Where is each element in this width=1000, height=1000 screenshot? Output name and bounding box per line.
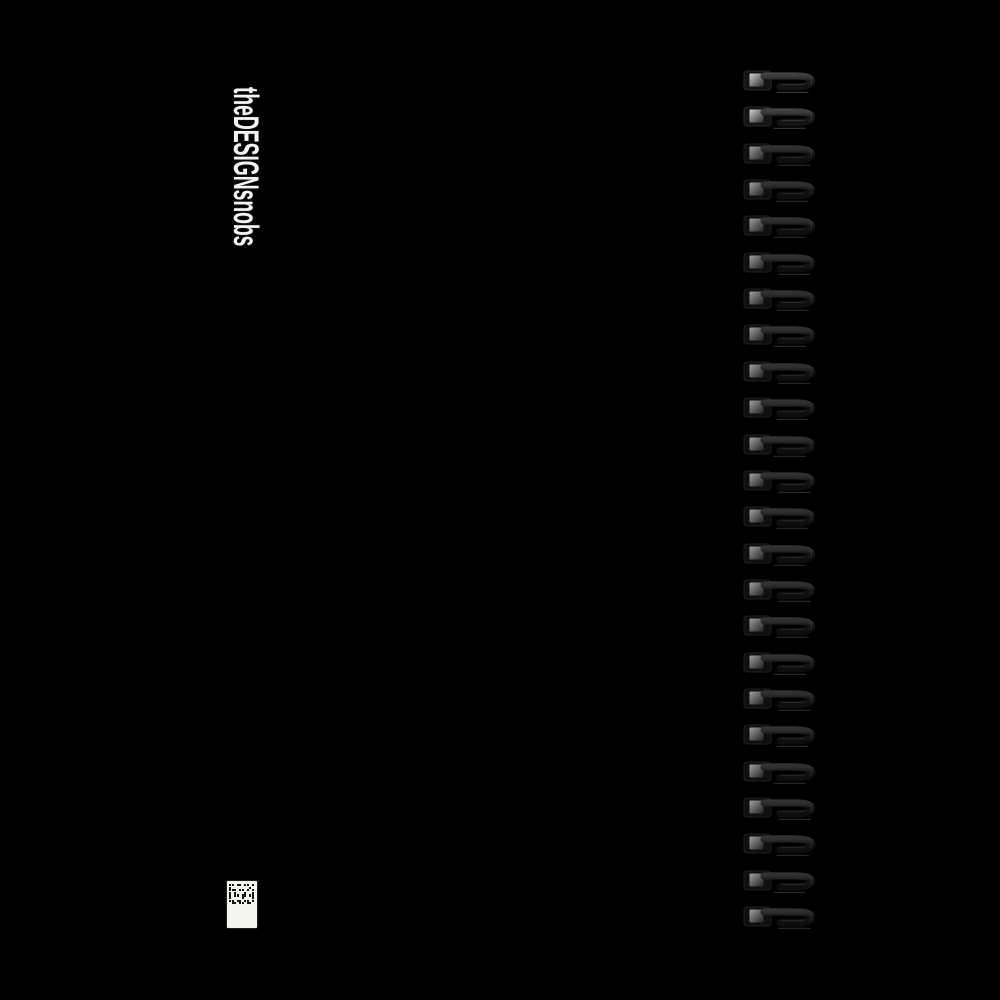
- binding-coil-icon: [742, 755, 822, 795]
- code-cell: [232, 884, 234, 886]
- code-sticker: [227, 881, 257, 928]
- binding-coil-icon: [742, 646, 822, 686]
- binding-coil-icon: [742, 827, 822, 867]
- binding-coil-icon: [742, 282, 822, 322]
- binding-coil-icon: [742, 791, 822, 831]
- binding-coil-icon: [742, 318, 822, 358]
- code-cell: [252, 900, 254, 902]
- binding-coil-icon: [742, 246, 822, 286]
- binding-coil-icon: [742, 64, 822, 104]
- binding-coil-icon: [742, 537, 822, 577]
- binding-coil-icon: [742, 500, 822, 540]
- brand-spine-text: [226, 87, 265, 247]
- binding-coil-icon: [742, 682, 822, 722]
- brand-spine-label: theDESIGNsnobs: [226, 87, 265, 247]
- binding-coil-icon: [742, 100, 822, 140]
- binding-coil-icon: [742, 609, 822, 649]
- binding-coil-icon: [742, 209, 822, 249]
- code-cell: [234, 902, 236, 904]
- spiral-binding: [742, 0, 824, 1000]
- code-cell: [237, 894, 239, 896]
- code-cell: [252, 884, 254, 886]
- code-cell: [247, 889, 249, 891]
- code-pattern-icon: [229, 884, 255, 906]
- binding-coil-icon: [742, 137, 822, 177]
- binding-coil-icon: [742, 464, 822, 504]
- binding-coil-icon: [742, 355, 822, 395]
- code-cell: [249, 902, 251, 904]
- code-cell: [242, 902, 244, 904]
- binding-coil-icon: [742, 173, 822, 213]
- binding-coil-icon: [742, 900, 822, 940]
- binding-coil-icon: [742, 864, 822, 904]
- binding-coil-icon: [742, 718, 822, 758]
- binding-coil-icon: [742, 391, 822, 431]
- binding-coil-icon: [742, 428, 822, 468]
- binding-coil-icon: [742, 573, 822, 613]
- code-cell: [244, 894, 246, 896]
- code-cell: [239, 884, 241, 886]
